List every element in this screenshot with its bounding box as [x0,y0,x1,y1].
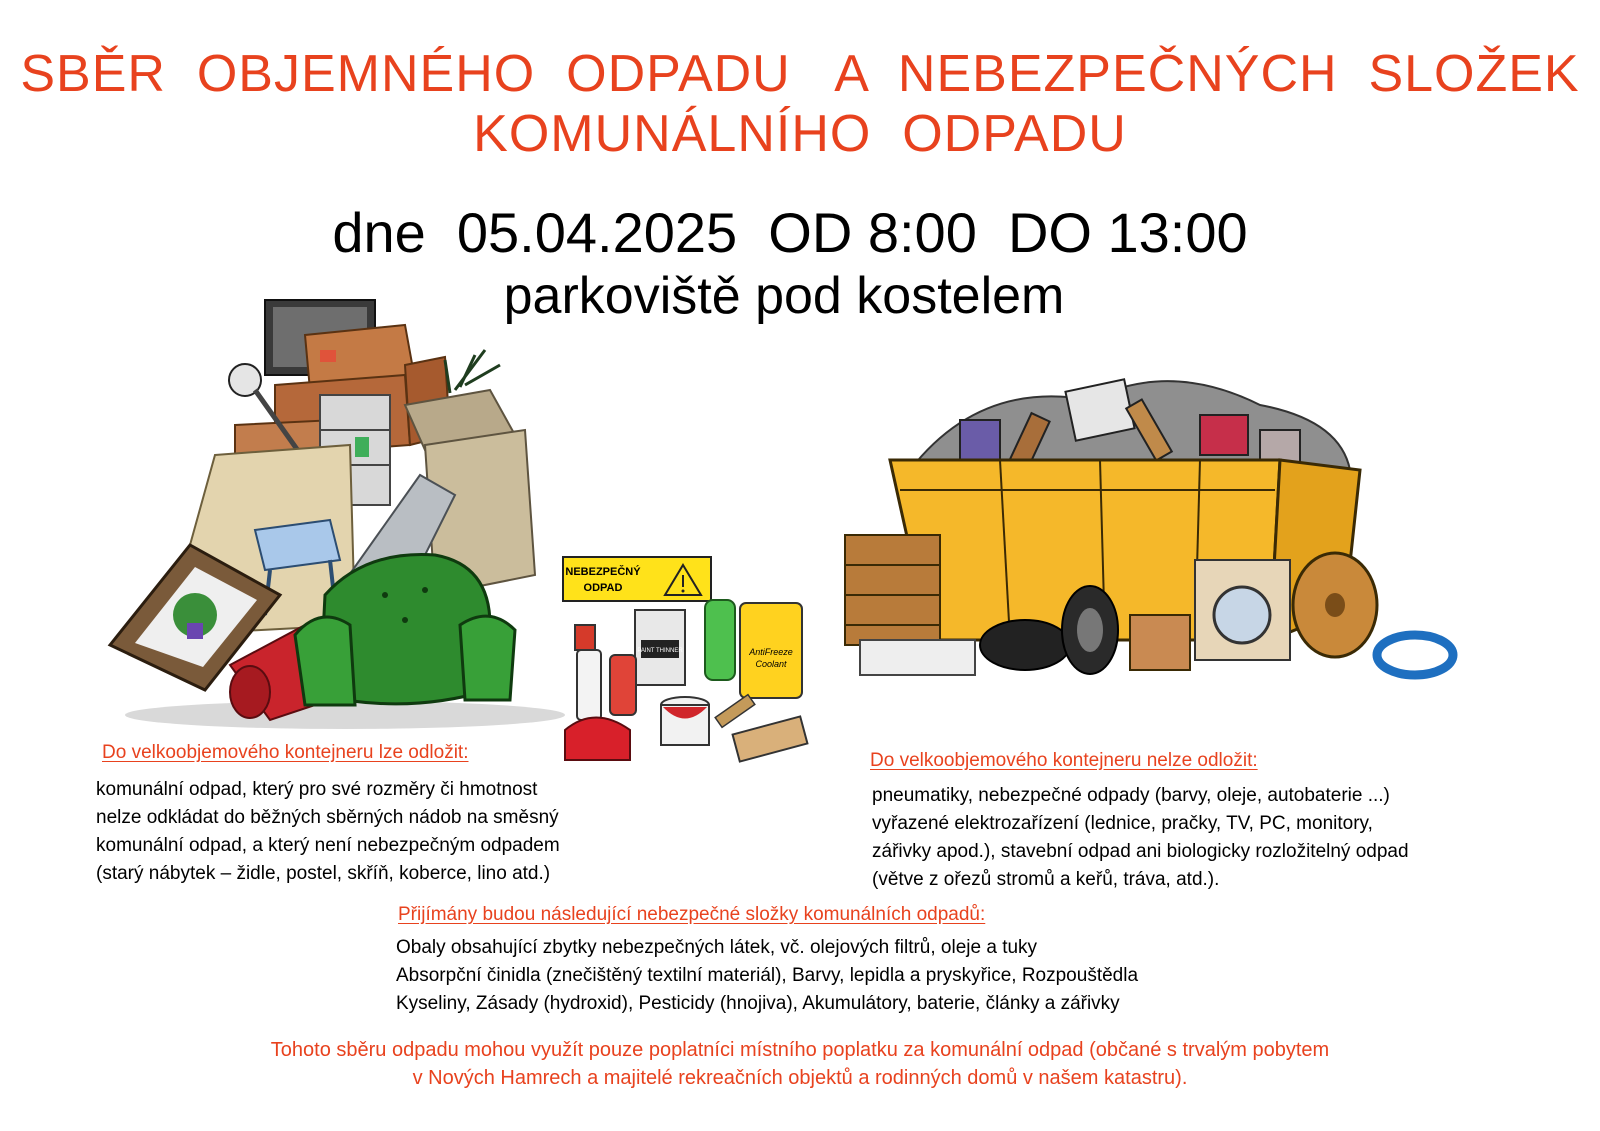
paint-thinner-label: PAINT THINNER [637,648,683,654]
allowed-line: komunální odpad, a který není nebezpečným odpadem [96,835,560,856]
not-allowed-line: pneumatiky, nebezpečné odpady (barvy, oleje, autobaterie ...) [872,785,1390,806]
hazard-sign-text-1: NEBEZPEČNÝ [565,566,641,578]
allowed-line: (starý nábytek – židle, postel, skříň, koberce, lino atd.) [96,863,551,884]
title-line-1: SBĚR OBJEMNÉHO ODPADU A NEBEZPEČNÝCH SLOŽEK [20,45,1580,103]
bulky-waste-pile-illustration [105,295,575,735]
eligibility-note-line: Tohoto sběru odpadu mohou využít pouze poplatníci místního poplatku za komunální odpad (občané s trvalým pobytem [270,1039,1330,1061]
event-location: parkoviště pod kostelem [503,267,1065,325]
not-allowed-line: vyřazené elektrozařízení (lednice, pračky, TV, PC, monitory, [872,813,1373,834]
not-allowed-items-heading: Do velkoobjemového kontejneru nelze odložit: [870,750,1258,771]
eligibility-note-line: v Nových Hamrech a majitelé rekreačních objektů a rodinných domů v našem katastru). [412,1067,1188,1089]
antifreeze-label-1: AntiFreeze [749,647,793,657]
hazardous-line: Obaly obsahující zbytky nebezpečných látek, vč. olejových filtrů, oleje a tuky [396,937,1038,958]
hazardous-line: Kyseliny, Zásady (hydroxid), Pesticidy (hnojiva), Akumulátory, baterie, články a zářivky [396,993,1120,1014]
allowed-items-text [96,776,560,888]
hazardous-items-text [396,934,1138,1018]
hazard-sign-text-2: ODPAD [583,582,623,594]
allowed-items-heading: Do velkoobjemového kontejneru lze odložit: [102,742,469,763]
allowed-line: komunální odpad, který pro své rozměry či hmotnost [96,779,538,800]
skip-container-illustration [840,360,1460,700]
eligibility-note [0,1036,1600,1092]
antifreeze-label-2: Coolant [755,659,787,669]
event-date-time: dne 05.04.2025 OD 8:00 DO 13:00 [332,201,1248,264]
hazardous-items-heading: Přijímány budou následující nebezpečné složky komunálních odpadů: [398,904,986,925]
hazardous-line: Absorpční činidla (znečištěný textilní materiál), Barvy, lepidla a pryskyřice, Rozpouštědla [396,965,1139,986]
hazardous-waste-illustration [555,555,815,770]
title-line-2: KOMUNÁLNÍHO ODPADU [473,105,1127,163]
not-allowed-line: zářivky apod.), stavební odpad ani biologicky rozložitelný odpad [872,841,1409,862]
not-allowed-items-text [872,782,1409,894]
not-allowed-line: (větve z ořezů stromů a keřů, tráva, atd.). [872,869,1220,890]
allowed-line: nelze odkládat do běžných sběrných nádob na směsný [96,807,559,828]
